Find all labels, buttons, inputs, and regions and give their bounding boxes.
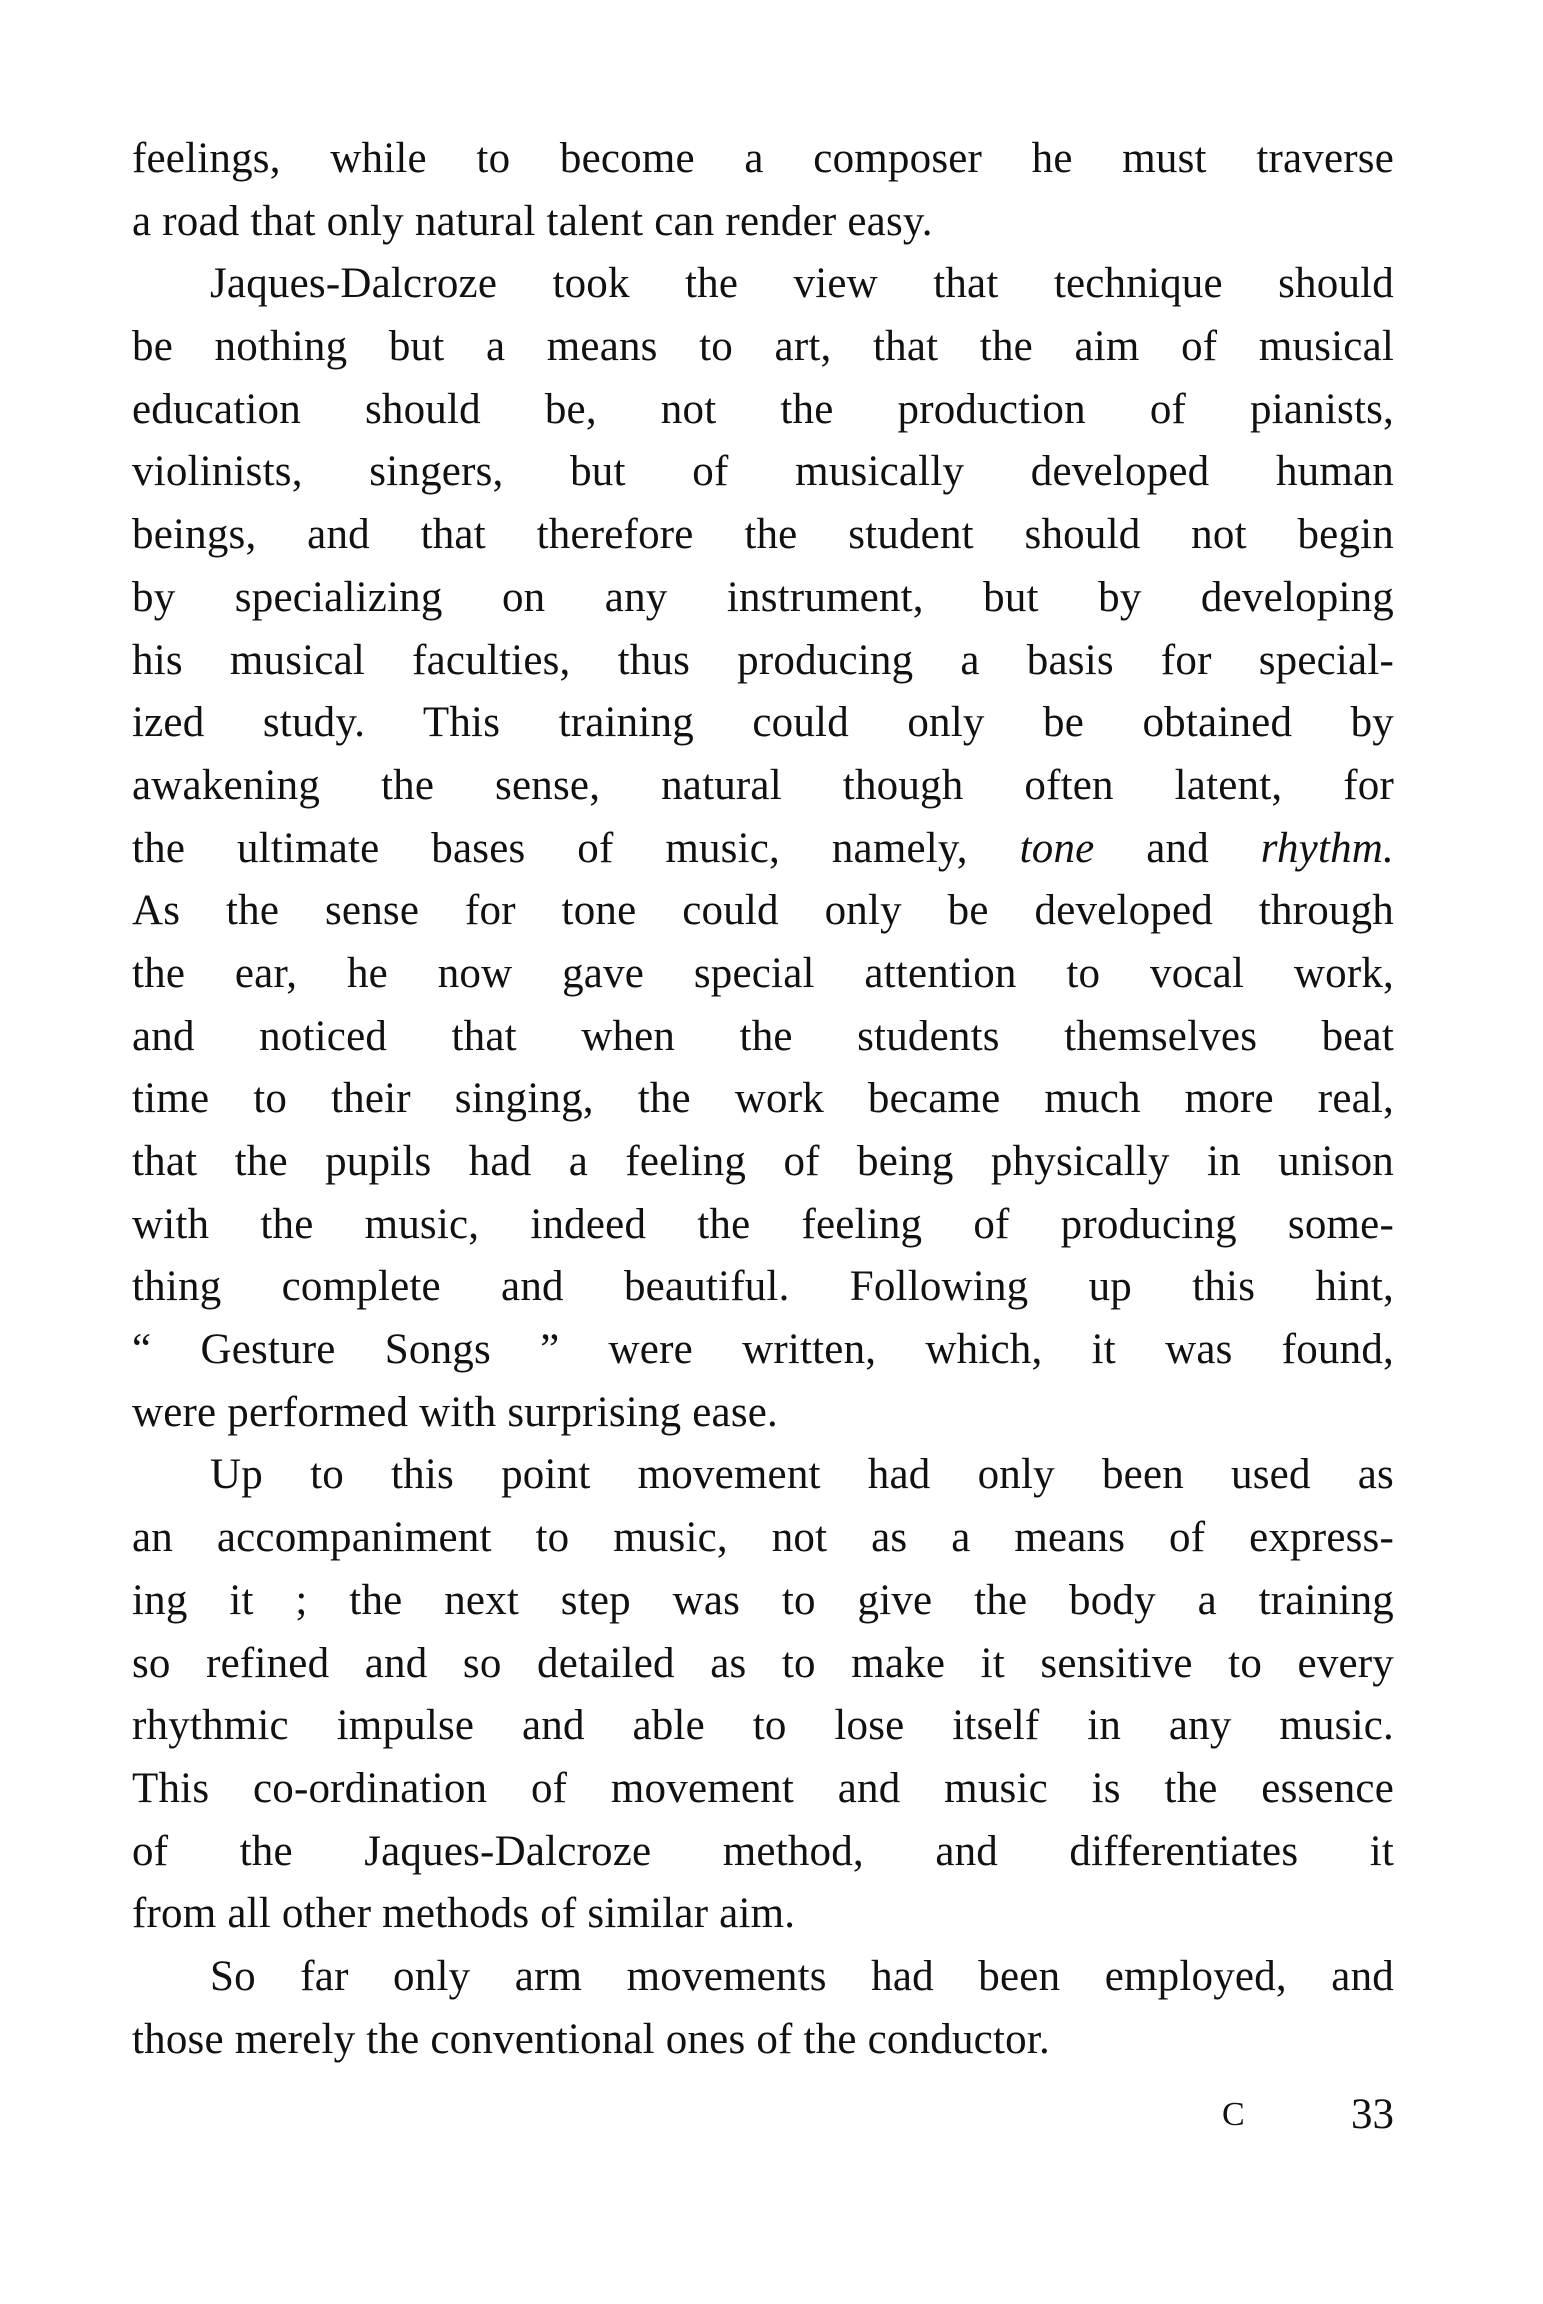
emphasis: rhythm. (1260, 824, 1394, 872)
paragraph (132, 1444, 1394, 1946)
text-line: Jaques-Dalcroze took the view that technique should (210, 260, 1394, 308)
text-line: were performed with surprising ease. (132, 1388, 779, 1436)
paragraph (132, 128, 1394, 253)
page-footer (1200, 2090, 1394, 2150)
text-line: ing it ; the next step was to give the body a training (132, 1576, 1394, 1624)
text-line: with the music, indeed the feeling of producing some- (132, 1200, 1394, 1248)
text-line: awakening the sense, natural though often latent, for (132, 761, 1394, 809)
text-line: “ Gesture Songs ” were written, which, it was found, (132, 1326, 1394, 1374)
paragraph (132, 253, 1394, 1444)
text-line: thing complete and beautiful. Following up this hint, (132, 1263, 1394, 1311)
text-line: the ultimate bases of music, namely, tone and rhythm. (132, 824, 1394, 872)
text-line: beings, and that therefore the student should not begin (132, 511, 1394, 559)
text-line: the ear, he now gave special attention to vocal work, (132, 949, 1394, 997)
text-line: an accompaniment to music, not as a means of express- (132, 1514, 1394, 1562)
text-line: time to their singing, the work became much more real, (132, 1075, 1394, 1123)
text-line: ized study. This training could only be obtained by (132, 699, 1394, 747)
text-line: feelings, while to become a composer he must traverse (132, 135, 1394, 182)
page-body (132, 128, 1394, 2071)
signature-mark: C (1222, 2096, 1245, 2133)
text-line: This co-ordination of movement and music is the essence (132, 1764, 1394, 1812)
text-line: and noticed that when the students themselves beat (132, 1012, 1394, 1060)
text-line: So far only arm movements had been employed, and (210, 1952, 1394, 2000)
text-line: those merely the conventional ones of the conductor. (132, 2015, 1050, 2063)
text-line: from all other methods of similar aim. (132, 1890, 796, 1938)
text-line: by specializing on any instrument, but by developing (132, 573, 1394, 621)
text-line: rhythmic impulse and able to lose itself in any music. (132, 1702, 1394, 1750)
text-line: so refined and so detailed as to make it sensitive to every (132, 1639, 1394, 1687)
text-line: his musical faculties, thus producing a basis for special- (132, 636, 1394, 684)
text-line: that the pupils had a feeling of being physically in unison (132, 1138, 1394, 1185)
text-line: Up to this point movement had only been used as (210, 1451, 1394, 1499)
paragraph (132, 1946, 1394, 2071)
emphasis: tone (1019, 824, 1095, 872)
text-line: be nothing but a means to art, that the aim of musical (132, 323, 1394, 371)
text-line: As the sense for tone could only be developed through (132, 887, 1394, 935)
page-number: 33 (1351, 2091, 1394, 2138)
text-line: violinists, singers, but of musically developed human (132, 448, 1394, 496)
text-line: education should be, not the production of pianists, (132, 385, 1394, 433)
text-line: of the Jaques-Dalcroze method, and differentiates it (132, 1827, 1394, 1875)
text-line: a road that only natural talent can render easy. (132, 197, 933, 245)
